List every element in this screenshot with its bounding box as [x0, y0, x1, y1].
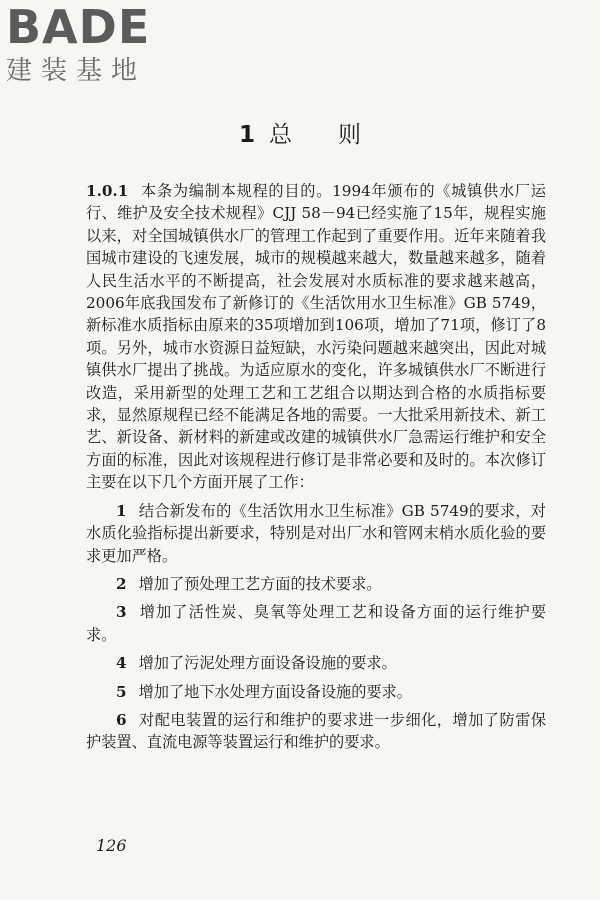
- clause-text: 本条为编制本规程的目的。1994年颁布的《城镇供水厂运行、维护及安全技术规程》CJJ 58－94已经实施了15年，规程实施以来，对全国城镇供水厂的管理工作起到了重要作用。近年来随着我国城市建设的飞速发展，城市的规模越来越大，数量越来越多，随着人民生活水平的不断提高，社会发展对水质标准的要求越来越高，2006年底我国发布了新修订的《生活饮用水卫生标准》GB 5749，新标准水质指标由原来的35项增加到106项，增加了71项，修订了8项。另外，城市水资源日益短缺，水污染问题越来越突出，因此对城镇供水厂提出了挑战。为适应原水的变化，许多城镇供水厂不断进行改造，采用新型的处理工艺和工艺组合以期达到合格的水质指标要求，显然原规程已经不能满足各地的需要。一大批采用新技术、新工艺、新设备、新材料的新建或改建的城镇供水厂急需运行维护和安全方面的标准，因此对该规程进行修订是非常必要和及时的。本次修订主要在以下几个方面开展了工作：: [86, 182, 546, 492]
- list-item-number: 2: [116, 574, 127, 593]
- list-item-text: 增加了预处理工艺方面的技术要求。: [138, 574, 382, 593]
- chapter-heading: [0, 120, 600, 150]
- list-item-text: 对配电装置的运行和维护的要求进一步细化，增加了防雷保护装置、直流电源等装置运行和维护的要求。: [86, 710, 546, 752]
- list-item-text: 增加了地下水处理方面设备设施的要求。: [138, 682, 412, 701]
- clause-number: 1.0.1: [86, 182, 129, 200]
- bade-logo: [6, 0, 151, 86]
- page-number: 126: [96, 836, 127, 855]
- list-item-number: 5: [116, 682, 127, 701]
- list-item: [86, 573, 546, 595]
- list-item: [86, 709, 546, 754]
- list-item: [86, 681, 546, 703]
- list-item: [86, 500, 546, 567]
- list-item-number: 4: [116, 654, 127, 673]
- list-item-number: 6: [116, 710, 127, 729]
- logo-wordmark: BADE: [6, 0, 151, 54]
- chapter-title: 总则: [269, 122, 407, 148]
- document-body: [86, 180, 546, 760]
- list-item-text: 增加了活性炭、臭氧等处理工艺和设备方面的运行维护要求。: [86, 603, 546, 644]
- list-item-number: 1: [116, 501, 127, 520]
- list-item: [86, 601, 546, 646]
- list-item: [86, 652, 546, 674]
- clause-paragraph: [86, 180, 546, 494]
- logo-subtitle: 建装基地: [6, 56, 147, 86]
- list-item-text: 增加了污泥处理方面设备设施的要求。: [138, 654, 397, 673]
- list-item-text: 结合新发布的《生活饮用水卫生标准》GB 5749的要求，对水质化验指标提出新要求，特别是对出厂水和管网末梢水质化验的要求更加严格。: [86, 501, 546, 565]
- list-item-number: 3: [116, 603, 127, 622]
- chapter-number: 1: [238, 122, 255, 148]
